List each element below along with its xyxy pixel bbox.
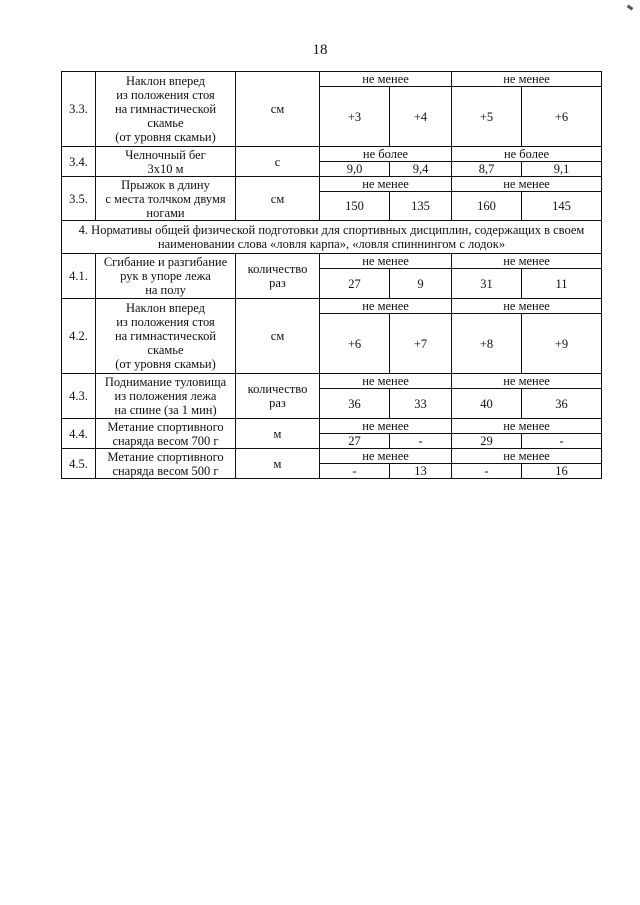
condition-label: не менее [452,254,602,269]
unit-cell [236,254,320,299]
exercise-cell [96,419,236,449]
value-cell: 9 [390,269,452,299]
unit-cell: м [236,449,320,479]
condition-label: не менее [320,299,452,314]
exercise-line: скамье [147,343,184,357]
condition-label: не менее [452,374,602,389]
table-row [62,254,602,269]
exercise-line: с места толчком двумя [105,191,226,206]
condition-label: не менее [452,72,602,87]
exercise-line: на спине (за 1 мин) [114,403,217,417]
condition-label: не менее [452,419,602,434]
value-cell: 135 [390,192,452,221]
value-cell: 9,0 [320,162,390,177]
table-row [62,419,602,434]
exercise-line: на гимнастической [114,102,217,116]
exercise-line: ногами [146,205,185,220]
exercise-cell [96,177,236,221]
unit-cell: см [236,72,320,147]
row-id: 4.2. [62,299,96,374]
condition-label: не более [320,147,452,162]
table-row [62,374,602,389]
condition-label: не менее [320,374,452,389]
value-cell: +3 [320,87,390,147]
exercise-line: 3х10 м [147,161,184,176]
value-cell: 16 [522,464,602,479]
value-cell: 40 [452,389,522,419]
value-cell: +4 [390,87,452,147]
condition-label: не менее [452,177,602,192]
value-cell: +6 [522,87,602,147]
table-row [62,147,602,162]
value-cell: 31 [452,269,522,299]
value-cell: 9,1 [522,162,602,177]
exercise-line: на гимнастической [114,329,217,343]
row-id: 3.4. [62,147,96,177]
condition-label: не менее [320,449,452,464]
value-cell: 9,4 [390,162,452,177]
row-id: 3.5. [62,177,96,221]
condition-label: не менее [320,72,452,87]
exercise-line: (от уровня скамьи) [115,357,216,371]
unit-cell: м [236,419,320,449]
section-heading [62,221,602,254]
exercise-line: Наклон вперед [125,301,206,315]
row-id: 4.5. [62,449,96,479]
table-row [62,299,602,314]
exercise-cell [96,374,236,419]
exercise-cell [96,299,236,374]
exercise-cell [96,449,236,479]
condition-label: не менее [452,449,602,464]
row-id: 4.3. [62,374,96,419]
condition-label: не менее [320,177,452,192]
condition-label: не более [452,147,602,162]
exercise-line: Челночный бег [125,147,206,162]
exercise-line: Метание спортивного [107,449,224,464]
value-cell: +7 [390,314,452,374]
exercise-line: Сгибание и разгибание [103,255,228,269]
table-row [62,72,602,87]
exercise-line: (от уровня скамьи) [115,130,216,144]
table-row [62,177,602,192]
value-cell: +8 [452,314,522,374]
section-heading-line: наименовании слова «ловля карпа», «ловля спиннингом с лодок» [157,237,506,251]
section-heading-row [62,221,602,254]
exercise-line: на полу [145,283,186,297]
norms-table [61,71,602,479]
row-id: 4.1. [62,254,96,299]
exercise-line: Прыжок в длину [121,177,210,192]
unit-cell: с [236,147,320,177]
unit-line: количество [247,262,308,276]
exercise-line: Наклон вперед [125,74,206,88]
value-cell: +9 [522,314,602,374]
condition-label: не менее [320,254,452,269]
unit-cell [236,374,320,419]
value-cell: +5 [452,87,522,147]
exercise-line: Поднимание туловища [104,375,227,389]
value-cell: 145 [522,192,602,221]
value-cell: - [320,464,390,479]
value-cell: 13 [390,464,452,479]
condition-label: не менее [452,299,602,314]
value-cell: 29 [452,434,522,449]
value-cell: 36 [320,389,390,419]
condition-label: не менее [320,419,452,434]
exercise-line: из положения лежа [114,389,217,403]
unit-cell: см [236,299,320,374]
value-cell: +6 [320,314,390,374]
exercise-line: снаряда весом 700 г [112,433,219,448]
value-cell: 27 [320,269,390,299]
value-cell: - [390,434,452,449]
value-cell: 27 [320,434,390,449]
exercise-line: рук в упоре лежа [120,269,211,283]
value-cell: 33 [390,389,452,419]
exercise-cell [96,72,236,147]
value-cell: 160 [452,192,522,221]
row-id: 3.3. [62,72,96,147]
unit-line: раз [269,396,286,410]
exercise-line: снаряда весом 500 г [112,463,219,478]
value-cell: - [522,434,602,449]
row-id: 4.4. [62,419,96,449]
value-cell: - [452,464,522,479]
value-cell: 8,7 [452,162,522,177]
value-cell: 36 [522,389,602,419]
section-heading-line: 4. Нормативы общей физической подготовки для спортивных дисциплин, содержащих в своем [78,223,585,237]
value-cell: 150 [320,192,390,221]
value-cell: 11 [522,269,602,299]
exercise-cell [96,254,236,299]
table-row [62,449,602,464]
unit-cell: см [236,177,320,221]
unit-line: раз [269,276,286,290]
exercise-line: из положения стоя [116,88,215,102]
scan-mark [627,5,634,11]
unit-line: количество [247,382,308,396]
exercise-line: скамье [147,116,184,130]
exercise-line: из положения стоя [116,315,215,329]
exercise-line: Метание спортивного [107,419,224,434]
exercise-cell [96,147,236,177]
page-number: 18 [312,42,328,58]
